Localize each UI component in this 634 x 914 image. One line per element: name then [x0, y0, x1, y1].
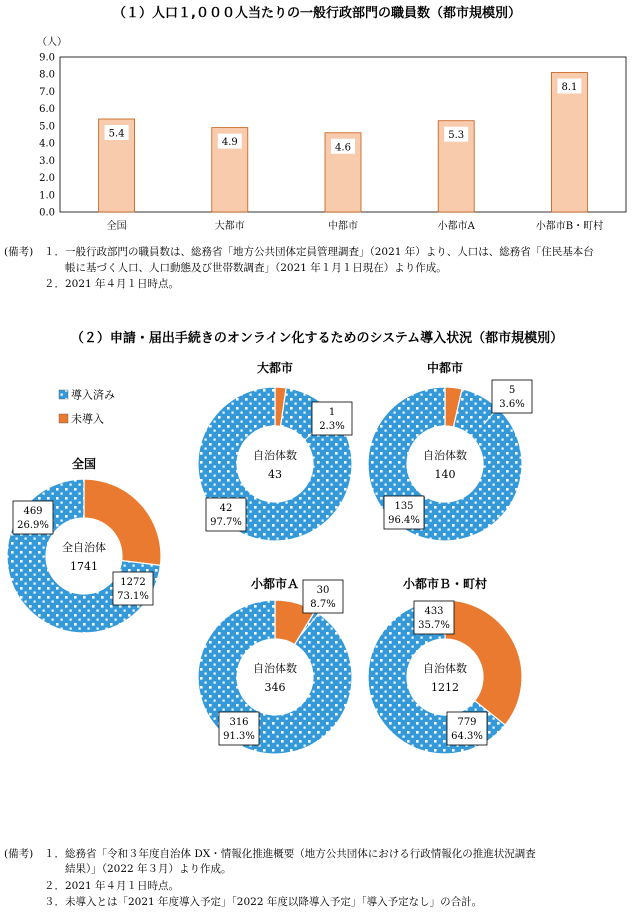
bar-value-label: 8.1: [561, 82, 578, 93]
donut-hole: [237, 426, 313, 502]
donut-notes-head: (備考): [4, 848, 34, 860]
donut-center-total: 1212: [431, 681, 459, 694]
slice-percent: 35.7%: [418, 620, 450, 631]
legend-label: 導入済み: [71, 388, 115, 402]
slice-value: 30: [316, 585, 330, 596]
slice-percent: 96.4%: [388, 515, 420, 526]
slice-value: 469: [23, 506, 43, 517]
donut-title: 全国: [71, 457, 97, 471]
slice-value: 5: [508, 385, 516, 396]
bar-chart-title: （１）人口１,０００人当たりの一般行政部門の職員数（都市規模別）: [113, 6, 521, 21]
donut-title: 小都市Ａ: [250, 577, 300, 591]
slice-percent: 3.6%: [499, 399, 525, 410]
donut-title: 小都市Ｂ・町村: [402, 577, 488, 591]
bar-value-label: 5.3: [448, 130, 465, 142]
donut-title: 中都市: [426, 361, 464, 375]
slice-value: 42: [219, 503, 233, 514]
slice-percent: 26.9%: [17, 520, 49, 531]
y-tick-label: 3.0: [39, 155, 55, 167]
slice-value: 433: [424, 606, 444, 617]
slice-value: 779: [457, 717, 477, 728]
donut-charts: [0, 360, 634, 760]
donut-center-label: 自治体数: [253, 449, 297, 462]
donut-hole: [407, 426, 483, 502]
y-tick-label: 5.0: [39, 121, 55, 133]
slice-percent: 91.3%: [223, 731, 255, 742]
donut-center-total: 140: [434, 468, 456, 481]
y-axis-unit: （人）: [37, 37, 67, 48]
x-tick-label: 大都市: [214, 221, 245, 232]
legend-swatch: [59, 414, 68, 423]
x-tick-label: 中都市: [328, 221, 358, 232]
donut-hole: [237, 639, 313, 715]
donut-center-total: 1741: [70, 560, 98, 573]
slice-percent: 2.3%: [319, 421, 345, 432]
donut-center-label: 自治体数: [423, 662, 467, 675]
donut-title: 大都市: [256, 361, 294, 375]
donut-note-4: ３．未導入とは「2021 年度導入予定」「2022 年度以降導入予定」「導入予定なし」の合計。: [44, 896, 483, 908]
y-tick-label: 4.0: [39, 138, 55, 150]
donut-chart-title: （２）申請・届出手続きのオンライン化するためのシステム導入状況（都市規模別）: [70, 331, 564, 346]
slice-value: 1: [328, 407, 336, 418]
donut-center-total: 43: [268, 468, 282, 481]
bar-note-2: 帳に基づく人口、人口動態及び世帯数調査」（2021 年１月１日現在）より作成。: [44, 262, 447, 274]
donut-center-label: 全自治体: [62, 541, 106, 554]
donut-center-total: 346: [264, 681, 286, 694]
y-tick-label: 6.0: [39, 104, 55, 116]
bar-value-label: 5.4: [108, 128, 125, 140]
y-tick-label: 0.0: [39, 207, 55, 219]
y-tick-label: 2.0: [39, 173, 55, 185]
bar-note-3: ２．2021 年４月１日時点。: [44, 278, 180, 290]
bar-note-1: １．一般行政部門の職員数は、総務省「地方公共団体定員管理調査」（2021 年）より、人口は、総務省「住民基本台: [44, 246, 594, 258]
donut-center-label: 自治体数: [253, 662, 297, 675]
x-tick-label: 全国: [106, 221, 127, 232]
donut-hole: [46, 518, 122, 594]
slice-value: 135: [394, 501, 414, 512]
bar-chart: [0, 26, 634, 241]
y-tick-label: 7.0: [39, 86, 55, 98]
donut-note-3: ２．2021 年４月１日時点。: [44, 880, 180, 892]
bar-value-label: 4.6: [335, 142, 351, 154]
legend-label: 未導入: [71, 412, 104, 426]
bar-value-label: 4.9: [221, 137, 238, 149]
slice-percent: 8.7%: [310, 599, 336, 610]
x-tick-label: 小都市B・町村: [535, 221, 604, 232]
slice-percent: 73.1%: [117, 591, 149, 602]
donut-note-2: 結果）」（2022 年３月）より作成。: [44, 863, 232, 875]
donut-hole: [407, 639, 483, 715]
y-tick-label: 9.0: [39, 52, 55, 64]
bar-notes-head: (備考): [4, 246, 34, 258]
legend-swatch: [59, 390, 68, 399]
x-tick-label: 小都市A: [437, 221, 475, 232]
slice-percent: 64.3%: [451, 731, 483, 742]
y-tick-label: 8.0: [39, 69, 55, 81]
y-tick-label: 1.0: [39, 190, 55, 202]
slice-value: 1272: [120, 577, 146, 588]
donut-center-label: 自治体数: [423, 449, 467, 462]
slice-percent: 97.7%: [210, 517, 242, 528]
slice-value: 316: [229, 717, 249, 728]
donut-note-1: １．総務省「令和３年度自治体 DX・情報化推進概要（地方公共団体における行政情報化の推進状況調査: [44, 848, 536, 860]
